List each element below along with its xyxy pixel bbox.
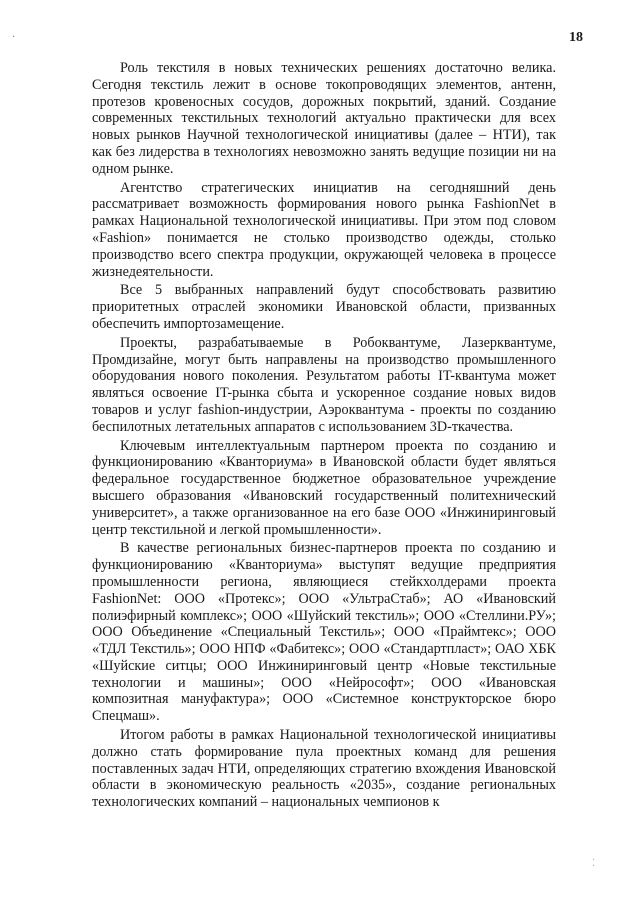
scan-mark-bottom-right: ⁚ — [592, 858, 596, 869]
scan-mark-top-left: · — [12, 32, 16, 43]
paragraph: Ключевым интеллектуальным партнером проекта по созданию и функционированию «Кванториума» в Ивановской области будет являться федеральное государственное бюджетное образовательное учреждение высшего образования «Ивановский государственный политехнический университет», а также организованное на его базе ООО «Инжиниринговый центр текстильной и легкой промышленности». — [92, 437, 556, 538]
page-number: 18 — [569, 30, 583, 45]
paragraph: Итогом работы в рамках Национальной технологической инициативы должно стать формирование пула проектных команд для решения поставленных задач НТИ, определяющих стратегию вхождения Ивановской области в экономическую реальность «2035», создание региональных технологических компаний – национальных чемпионов к — [92, 727, 556, 811]
paragraph: Роль текстиля в новых технических решениях достаточно велика. Сегодня текстиль лежит в основе токопроводящих элементов, антенн, протезов кровеносных сосудов, дорожных покрытий, зданий. Создание современных текстильных технологий актуально практически для всех новых рынков Научной технологической инициативы (далее – НТИ), так как без лидерства в технологиях невозможно занять ведущие позиции ни на одном рынке. — [92, 60, 556, 177]
paragraph: В качестве региональных бизнес-партнеров проекта по созданию и функционированию «Кванториума» выступят ведущие предприятия промышленности региона, являющиеся стейкхолдерами проекта FashionNet: ООО «Протекс»; ООО «УльтраСтаб»; АО «Ивановский полиэфирный комплекс»; ООО «Шуйский текстиль»; ООО «Стеллини.РУ»; ООО Объединение «Специальный Текстиль»; ООО «Праймтекс»; ООО «ТДЛ Текстиль»; ООО НПФ «Фабитекс»; ООО «Стандартпласт»; ОАО ХБК «Шуйские ситцы; ООО Инжиниринговый центр «Новые текстильные технологии и машины»; ООО «Нейрософт»; ООО «Ивановская композитная мануфактура»; ООО «Системное конструкторское бюро Спецмаш». — [92, 540, 556, 725]
paragraph: Все 5 выбранных направлений будут способствовать развитию приоритетных отраслей экономики Ивановской области, призванных обеспечить импортозамещение. — [92, 282, 556, 332]
body-text — [92, 60, 556, 813]
paragraph: Проекты, разрабатываемые в Робоквантуме, Лазерквантуме, Промдизайне, могут быть направлены на производство промышленного оборудования нового поколения. Результатом работы IT-квантума может являться освоение IT-рынка сбыта и ускоренное создание новых видов товаров и услуг fashion-индустрии, Аэроквантума - проекты по созданию беспилотных летательных аппаратов с использованием 3D-ткачества. — [92, 334, 556, 435]
paragraph: Агентство стратегических инициатив на сегодняшний день рассматривает возможность формирования нового рынка FashionNet в рамках Национальной технологической инициативы. При этом под словом «Fashion» понимается не столько производство одежды, столько производство всего спектра продукции, окружающей человека в процессе жизнедеятельности. — [92, 179, 556, 280]
